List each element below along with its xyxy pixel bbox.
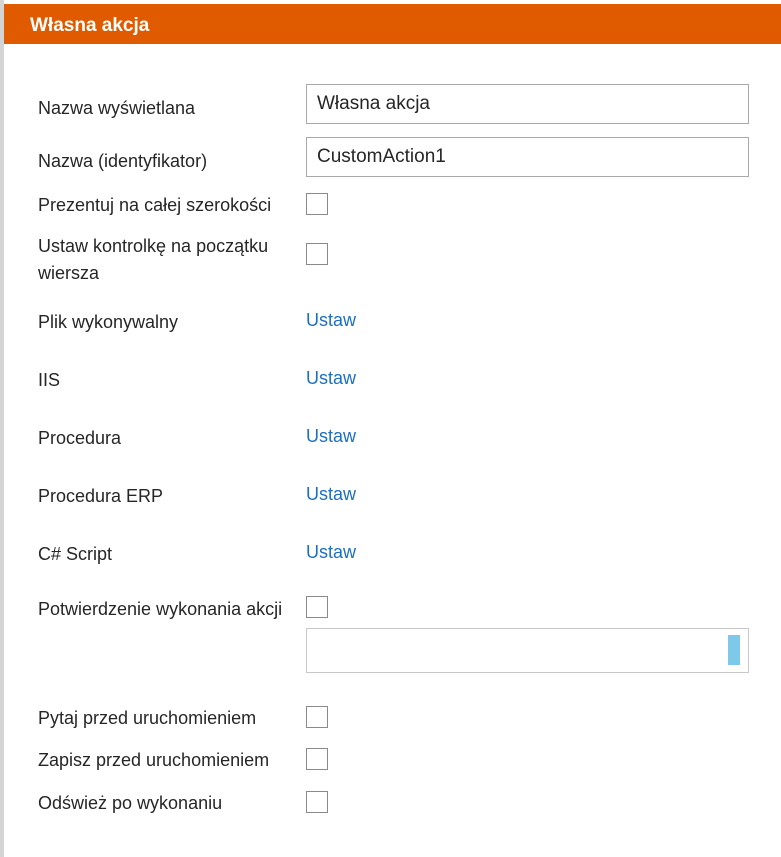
display-name-label: Nazwa wyświetlana: [38, 98, 196, 118]
display-name-input[interactable]: Własna akcja: [306, 84, 749, 124]
csharp-script-label: C# Script: [38, 544, 113, 564]
identifier-label: Nazwa (identyfikator): [38, 151, 208, 171]
save-before-run-label: Zapisz przed uruchomieniem: [38, 750, 270, 770]
full-width-checkbox[interactable]: [306, 193, 328, 215]
procedure-set-link[interactable]: Ustaw: [306, 426, 357, 446]
confirmation-checkbox[interactable]: [306, 596, 328, 618]
iis-set-link[interactable]: Ustaw: [306, 368, 357, 388]
row-start-checkbox[interactable]: [306, 243, 328, 265]
ask-before-run-checkbox[interactable]: [306, 706, 328, 728]
refresh-after-label: Odśwież po wykonaniu: [38, 793, 223, 813]
confirmation-text-field[interactable]: [306, 628, 749, 673]
executable-label: Plik wykonywalny: [38, 312, 179, 332]
ask-before-run-label: Pytaj przed uruchomieniem: [38, 708, 257, 728]
full-width-label: Prezentuj na całej szerokości: [38, 195, 272, 215]
refresh-after-checkbox[interactable]: [306, 791, 328, 813]
iis-label: IIS: [38, 370, 61, 390]
save-before-run-checkbox[interactable]: [306, 748, 328, 770]
executable-set-link[interactable]: Ustaw: [306, 310, 357, 330]
csharp-script-set-link[interactable]: Ustaw: [306, 542, 357, 562]
procedure-erp-set-link[interactable]: Ustaw: [306, 484, 357, 504]
confirmation-label: Potwierdzenie wykonania akcji: [38, 599, 283, 619]
confirmation-scrollbar-thumb[interactable]: [728, 635, 740, 665]
procedure-label: Procedura: [38, 428, 122, 448]
procedure-erp-label: Procedura ERP: [38, 486, 164, 506]
row-start-label: Ustaw kontrolkę na początku wiersza: [38, 236, 269, 283]
identifier-input[interactable]: CustomAction1: [306, 137, 749, 177]
panel-title: Własna akcja: [30, 15, 150, 36]
panel-header: [4, 4, 781, 44]
panel-left-border: [0, 0, 4, 857]
